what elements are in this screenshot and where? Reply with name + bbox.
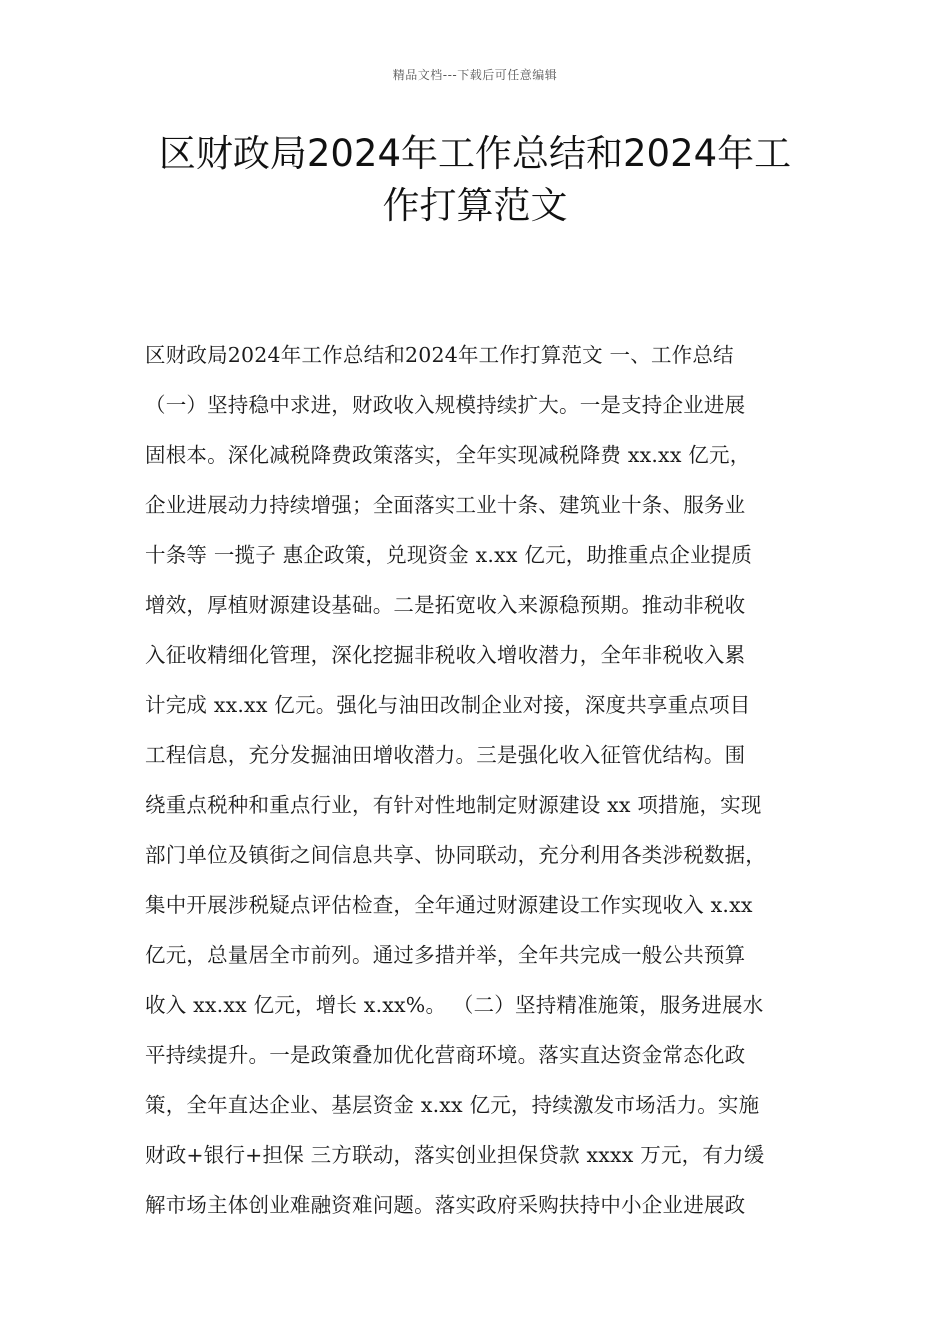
body-line: （一）坚持稳中求进，财政收入规模持续扩大。一是支持企业进展 <box>145 393 746 417</box>
body-line: 工程信息，充分发掘油田增收潜力。三是强化收入征管优结构。围 <box>145 743 746 767</box>
body-line: 收入 xx.xx 亿元，增长 x.xx%。 （二）坚持精准施策，服务进展水 <box>145 993 764 1017</box>
body-line: 集中开展涉税疑点评估检查，全年通过财源建设工作实现收入 x.xx <box>145 893 753 917</box>
body-line: 计完成 xx.xx 亿元。强化与油田改制企业对接，深度共享重点项目 <box>145 693 751 717</box>
body-line: 增效，厚植财源建设基础。二是拓宽收入来源稳预期。推动非税收 <box>145 593 746 617</box>
body-line: 财政+银行+担保 三方联动，落实创业担保贷款 xxxx 万元，有力缓 <box>145 1143 765 1167</box>
body-line: 区财政局2024年工作总结和2024年工作打算范文 一、工作总结 <box>145 343 734 367</box>
document-title-line-1: 区财政局2024年工作总结和2024年工 <box>158 132 792 175</box>
document-title-line-2: 作打算范文 <box>382 184 568 227</box>
body-line: 企业进展动力持续增强；全面落实工业十条、建筑业十条、服务业 <box>145 493 746 517</box>
body-line: 部门单位及镇街之间信息共享、协同联动，充分利用各类涉税数据， <box>145 843 766 867</box>
body-line: 十条等 一揽子 惠企政策，兑现资金 x.xx 亿元，助推重点企业提质 <box>145 543 753 567</box>
body-line: 入征收精细化管理，深化挖掘非税收入增收潜力，全年非税收入累 <box>145 643 746 667</box>
document-body <box>145 330 825 1230</box>
body-line: 解市场主体创业难融资难问题。落实政府采购扶持中小企业进展政 <box>145 1193 746 1217</box>
body-line: 亿元，总量居全市前列。通过多措并举，全年共完成一般公共预算 <box>145 943 746 967</box>
body-line: 平持续提升。一是政策叠加优化营商环境。落实直达资金常态化政 <box>145 1043 746 1067</box>
body-line: 绕重点税种和重点行业，有针对性地制定财源建设 xx 项措施，实现 <box>145 793 762 817</box>
body-line: 固根本。深化减税降费政策落实，全年实现减税降费 xx.xx 亿元， <box>145 443 751 467</box>
document-title <box>140 128 810 232</box>
page-header: 精品文档---下载后可任意编辑 <box>392 68 558 82</box>
body-line: 策，全年直达企业、基层资金 x.xx 亿元，持续激发市场活力。实施 <box>145 1093 760 1117</box>
